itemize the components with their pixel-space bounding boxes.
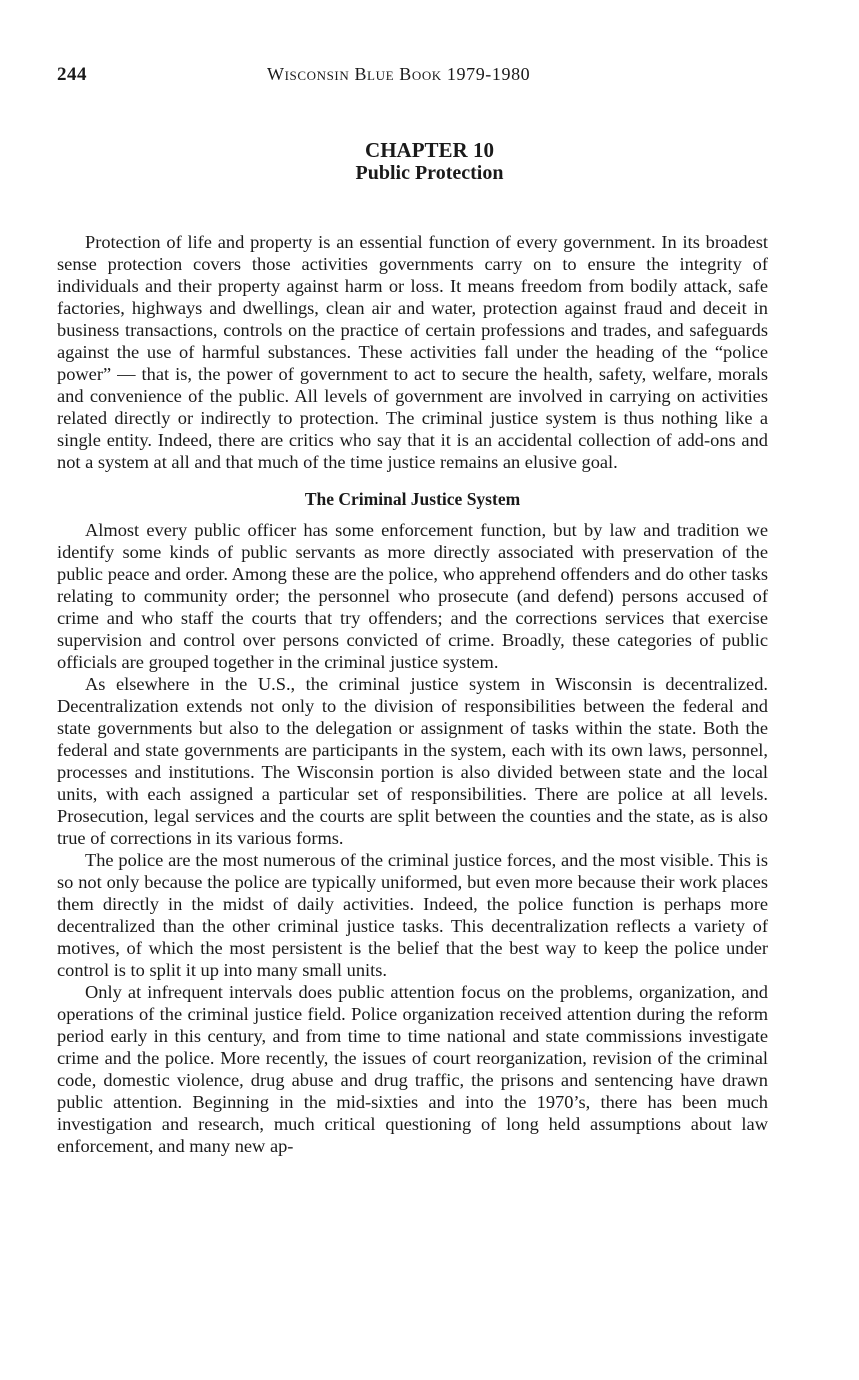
paragraph: Almost every public officer has some enforcement function, but by law and tradition we identify some kinds of public servants as more directly associated with preservation of the public peace and order. Among these are the police, who apprehend offenders and do other tasks relating to community order; the personnel who prosecute (and defend) persons accused of crime and who staff the courts that try offenders; and the corrections services that exercise supervision and control over persons convicted of crime. Broadly, these categories of public officials are grouped together in the criminal justice system.	[57, 520, 768, 672]
chapter-heading	[0, 139, 859, 185]
book-title: Wisconsin Blue Book 1979-1980	[267, 64, 531, 84]
page-number: 244	[57, 64, 87, 85]
body-text	[57, 231, 768, 1157]
chapter-number: CHAPTER 10	[365, 138, 494, 162]
intro-paragraph: Protection of life and property is an essential function of every government. In its broadest sense protection covers those activities governments carry on to ensure the integrity of individuals and their property against harm or loss. It means freedom from bodily attack, safe factories, highways and dwellings, clean air and water, protection against fraud and deceit in business transactions, controls on the practice of certain professions and trades, and safeguards against the use of harmful substances. These activities fall under the heading of the “police power” — that is, the power of government to act to secure the health, safety, welfare, morals and convenience of the public. All levels of government are involved in carrying on activities related directly or indirectly to protection. The criminal justice system is thus nothing like a single entity. Indeed, there are critics who say that it is an accidental collection of add-ons and not a system at all and that much of the time justice remains an elusive goal.	[57, 232, 768, 472]
paragraph: The police are the most numerous of the criminal justice forces, and the most visible. This is so not only because the police are typically uniformed, but even more because their work places them directly in the midst of daily activities. Indeed, the police function is perhaps more decentralized than the other criminal justice tasks. This decentralization reflects a variety of motives, of which the most persistent is the belief that the best way to keep the police under control is to split it up into many small units.	[57, 850, 768, 980]
running-head	[57, 64, 802, 90]
chapter-title: Public Protection	[355, 162, 504, 184]
paragraph: As elsewhere in the U.S., the criminal justice system in Wisconsin is decentralized. Decentralization extends not only to the division of responsibilities between the federal and state governments but also to the delegation or assignment of tasks within the state. Both the federal and state governments are participants in the system, each with its own laws, personnel, processes and institutions. The Wisconsin portion is also divided between state and the local units, with each assigned a particular set of responsibilities. There are police at all levels. Prosecution, legal services and the courts are split between the counties and the state, as is also true of corrections in its various forms.	[57, 674, 768, 848]
section-heading: The Criminal Justice System	[304, 489, 521, 509]
paragraph: Only at infrequent intervals does public attention focus on the problems, organization, and operations of the criminal justice field. Police organization received attention during the reform period early in this century, and from time to time national and state commissions investigate crime and the police. More recently, the issues of court reorganization, revision of the criminal code, domestic violence, drug abuse and drug traffic, the prisons and sentencing have drawn public attention. Beginning in the mid-sixties and into the 1970’s, there has been much investigation and research, much critical questioning of long held assumptions about law enforcement, and many new ap-	[57, 982, 768, 1156]
